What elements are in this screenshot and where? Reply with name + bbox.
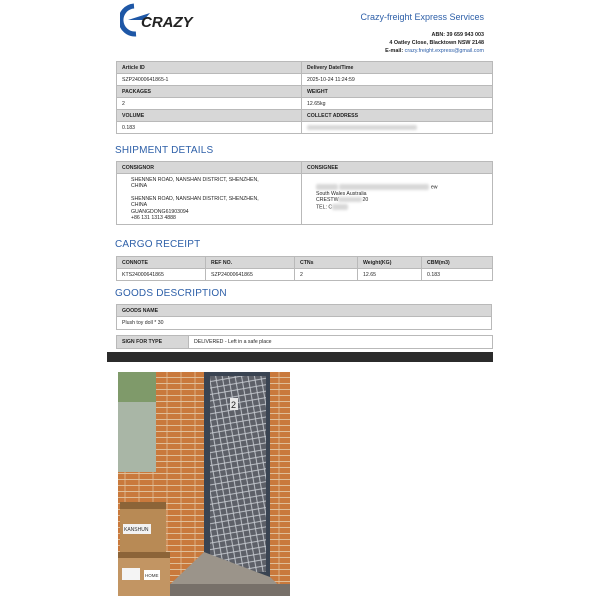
abn-text: ABN: 39 659 943 003 <box>431 32 484 38</box>
weight-label: WEIGHT <box>302 86 493 98</box>
consignor-details <box>117 174 302 225</box>
consignor-line: +86 131 1313 4888 <box>131 215 176 222</box>
email-label: E-mail: <box>385 48 404 55</box>
connote-cell: KTS24000641865 <box>117 269 206 281</box>
cargo-header: CTNs <box>295 257 358 269</box>
packages-label: PACKAGES <box>117 86 302 98</box>
email-link[interactable]: crazy.freight.express@gmail.com <box>404 48 484 55</box>
street-address: 4 Oatley Close, Blacktown NSW 2148 <box>389 40 484 47</box>
weight-value: 12.65kg <box>302 98 493 110</box>
article-id-value: SZP24000641865-1 <box>117 74 302 86</box>
consignee-line: CRESTW <box>316 197 339 204</box>
delivery-label: Delivery Date/Time <box>302 62 493 74</box>
shipment-details-title: SHIPMENT DETAILS <box>115 145 214 156</box>
sign-table <box>116 335 493 349</box>
company-logo <box>120 3 202 37</box>
goods-name-value: Plush toy doll * 30 <box>117 317 492 330</box>
box-label: KANSHUN <box>124 527 149 533</box>
packages-value: 2 <box>117 98 302 110</box>
summary-table <box>116 61 493 134</box>
ctns-cell: 2 <box>295 269 358 281</box>
cbm-cell: 0.183 <box>422 269 493 281</box>
box-label: HOME <box>145 573 159 578</box>
ref-no-cell: SZP24000641865 <box>206 269 295 281</box>
cargo-header: REF NO. <box>206 257 295 269</box>
logo-text: CRAZY <box>141 14 193 31</box>
consignee-details <box>302 174 493 225</box>
shipment-table <box>116 161 493 225</box>
consignor-line: GUANGDONG61903094 <box>131 208 189 215</box>
consignee-line: 20 <box>362 197 369 204</box>
consignor-line: CHINA <box>131 183 148 190</box>
separator-bar <box>107 352 493 362</box>
cargo-header: CONNOTE <box>117 257 206 269</box>
goods-name-label: GOODS NAME <box>117 305 492 317</box>
delivery-photo <box>118 372 290 596</box>
consignor-line: SHENNEN ROAD, NANSHAN DISTRICT, SHENZHEN, <box>131 195 259 202</box>
cargo-table <box>116 256 493 281</box>
door-number: 2 <box>231 400 237 410</box>
company-address <box>385 31 484 56</box>
consignee-line: TEL: C <box>316 203 333 210</box>
collect-address-label: COLLECT ADDRESS <box>302 110 493 122</box>
consignee-line: ew <box>430 184 438 191</box>
cargo-header-row <box>117 257 493 269</box>
company-name: Crazy-freight Express Services <box>360 12 484 22</box>
sign-type-value: DELIVERED - Left in a safe place <box>189 336 493 349</box>
consignor-label: CONSIGNOR <box>117 162 302 174</box>
cargo-header: CBM(m3) <box>422 257 493 269</box>
cargo-header: Weight(KG) <box>358 257 422 269</box>
consignor-line: CHINA <box>131 202 148 209</box>
volume-value: 0.183 <box>117 122 302 134</box>
article-id-label: Article ID <box>117 62 302 74</box>
cargo-receipt-title: CARGO RECEIPT <box>115 239 201 250</box>
delivery-value: 2025-10-24 11:24:59 <box>302 74 493 86</box>
consignee-line: South Wales Australia <box>316 190 367 197</box>
collect-address-value <box>302 122 493 134</box>
delivery-document <box>108 0 494 360</box>
consignee-label: CONSIGNEE <box>302 162 493 174</box>
sign-type-label: SIGN FOR TYPE <box>117 336 189 349</box>
weight-cell: 12.65 <box>358 269 422 281</box>
goods-description-title: GOODS DESCRIPTION <box>115 288 227 299</box>
volume-label: VOLUME <box>117 110 302 122</box>
consignor-line: SHENNEN ROAD, NANSHAN DISTRICT, SHENZHEN, <box>131 177 259 183</box>
table-row <box>117 269 493 281</box>
goods-table <box>116 304 492 330</box>
